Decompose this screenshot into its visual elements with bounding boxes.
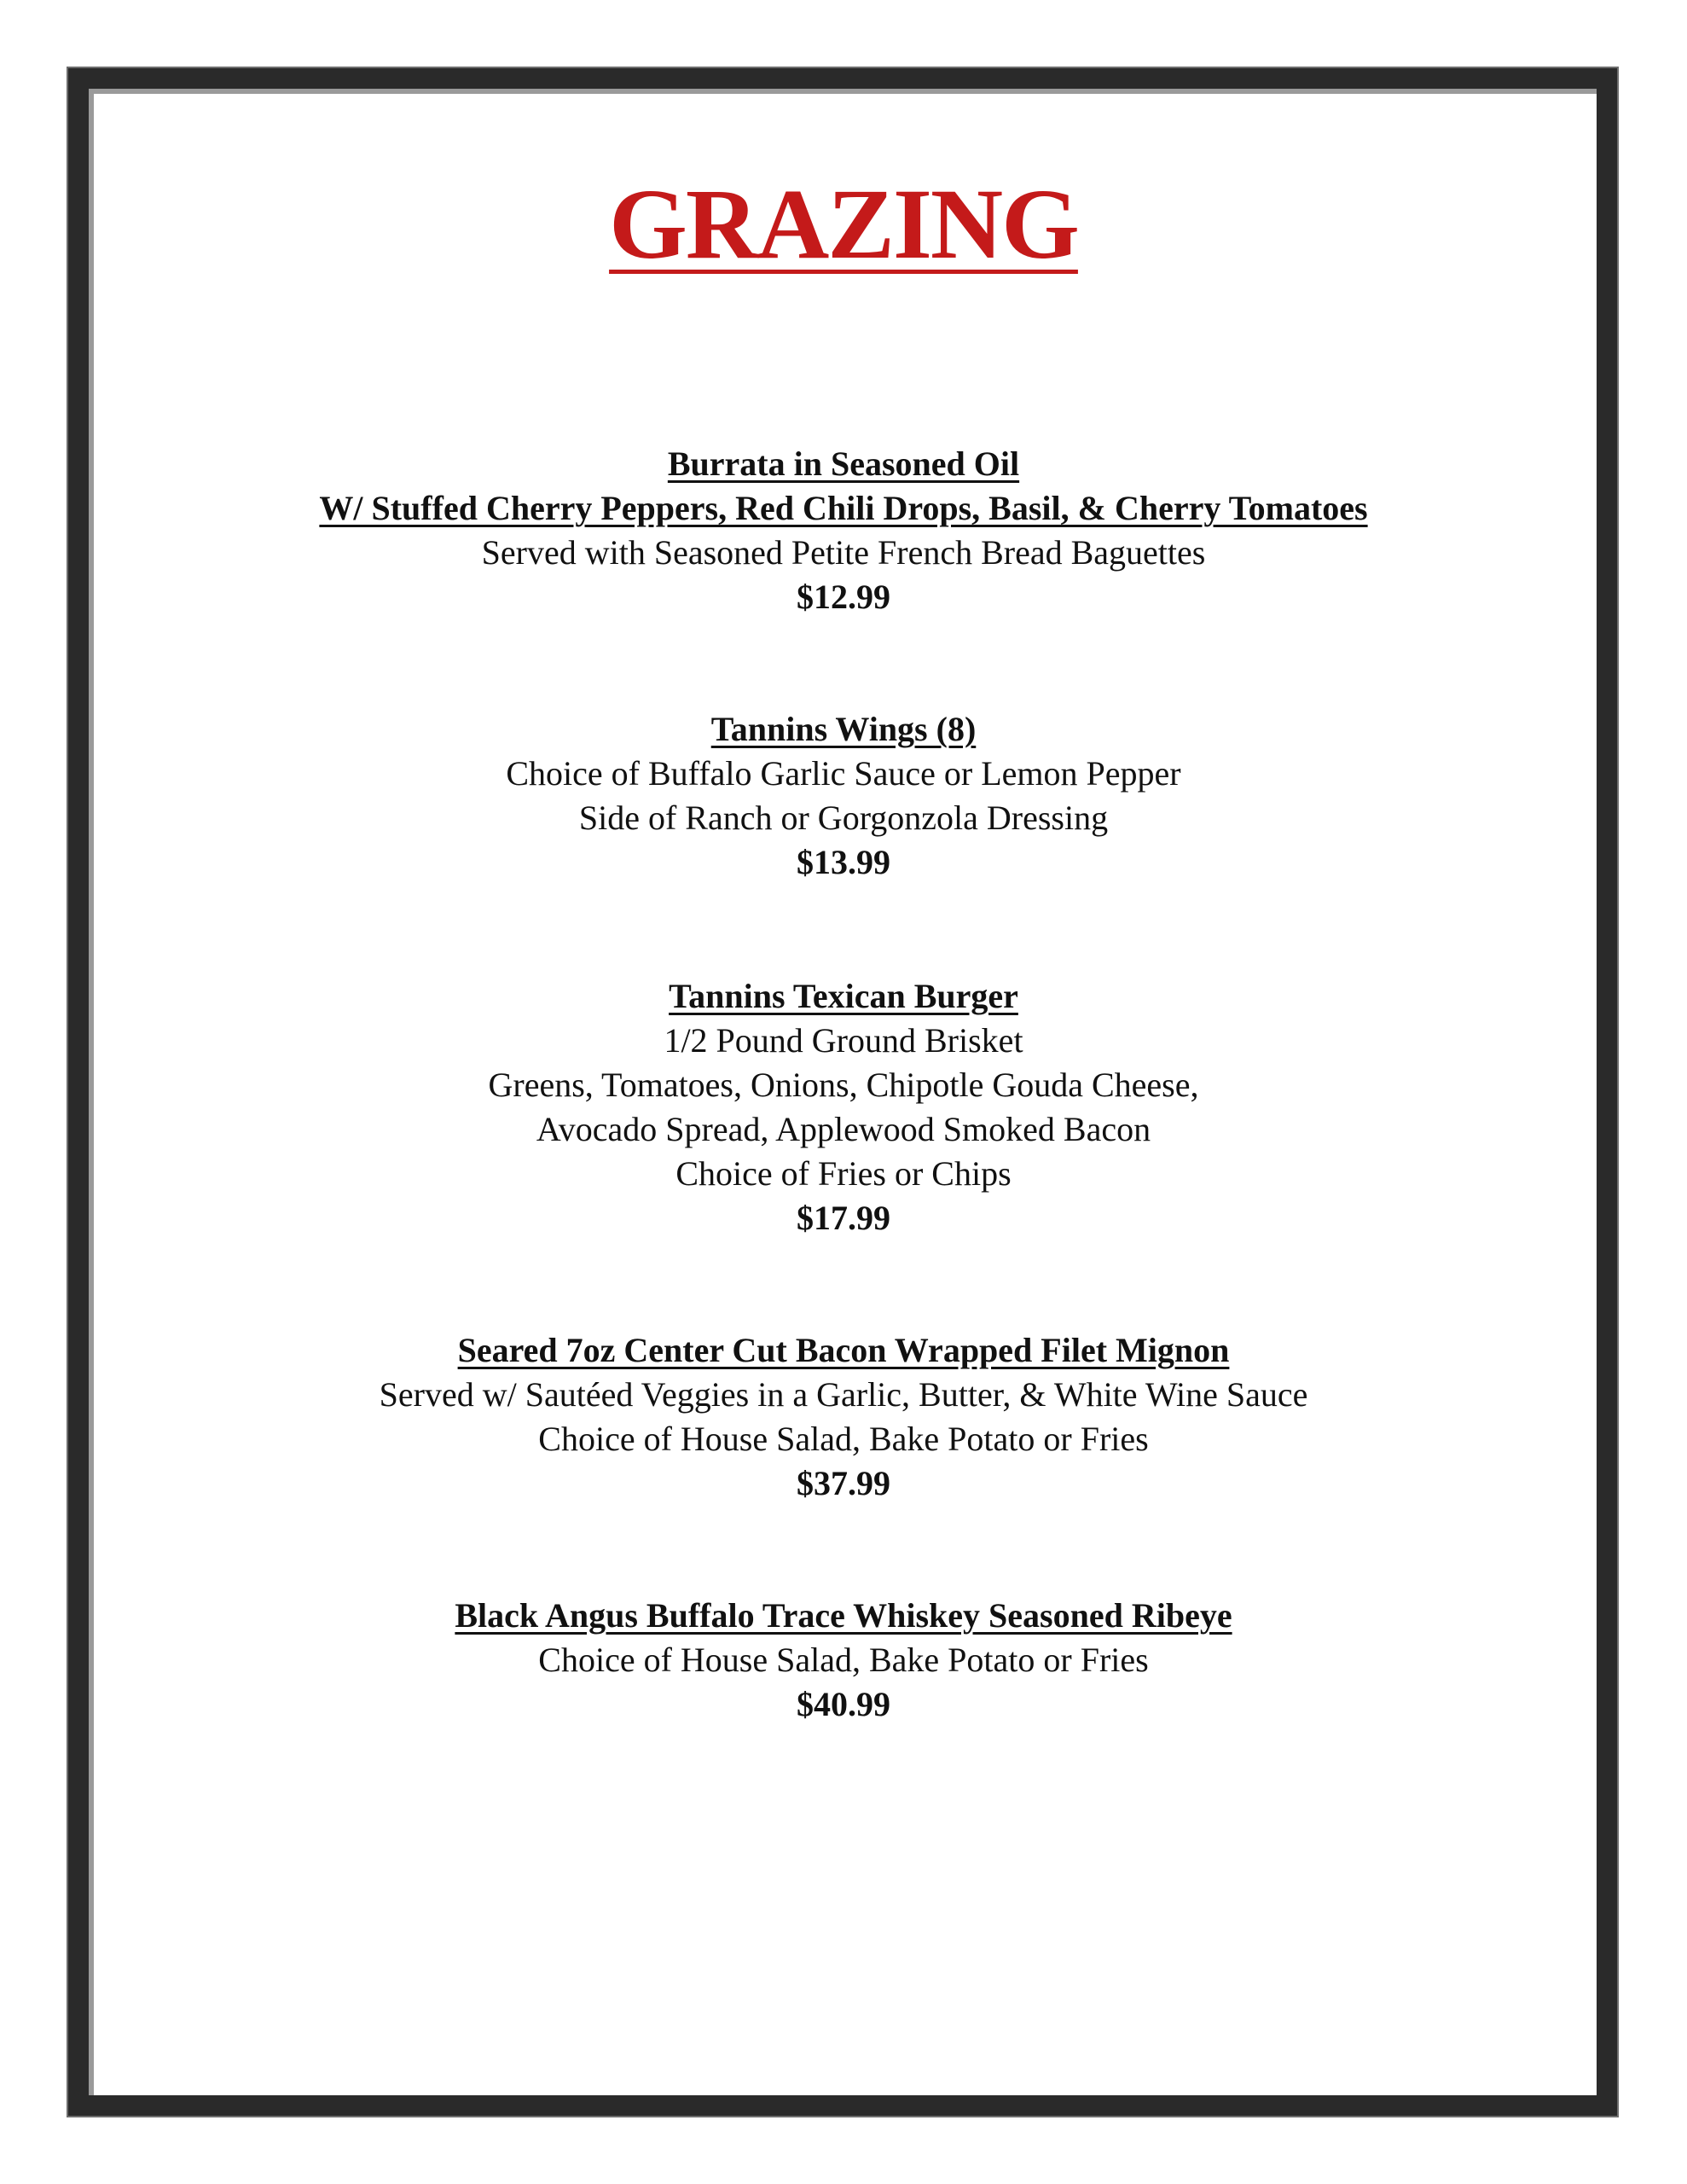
menu-item-name: Burrata in Seasoned Oil [667,444,1020,483]
menu-item-wings [0,707,1687,885]
menu-item-description: Side of Ranch or Gorgonzola Dressing [578,799,1109,837]
menu-title-text: GRAZING [609,168,1078,280]
menu-item-subheading: W/ Stuffed Cherry Peppers, Red Chili Drops, Basil, & Cherry Tomatoes [319,489,1368,527]
menu-item-description: Choice of Fries or Chips [675,1154,1012,1193]
menu-item-description: Avocado Spread, Applewood Smoked Bacon [536,1110,1151,1148]
menu-item-filet-mignon [0,1328,1687,1506]
menu-item-name: Black Angus Buffalo Trace Whiskey Seasoned Ribeye [455,1596,1232,1635]
menu-item-price: $13.99 [797,843,890,881]
menu-item-burrata [0,442,1687,619]
menu-items-list [0,442,1687,1727]
menu-item-burger [0,974,1687,1240]
menu-item-name: Tannins Wings (8) [710,710,977,748]
menu-item-description: Choice of Buffalo Garlic Sauce or Lemon Pepper [506,754,1181,793]
menu-item-price: $17.99 [797,1199,890,1237]
menu-item-name: Tannins Texican Burger [669,977,1018,1015]
menu-title [0,166,1687,282]
menu-item-ribeye [0,1594,1687,1727]
menu-item-price: $40.99 [797,1685,890,1723]
menu-item-description: Served w/ Sautéed Veggies in a Garlic, Butter, & White Wine Sauce [379,1375,1308,1414]
menu-item-description: Choice of House Salad, Bake Potato or Fries [538,1641,1149,1679]
menu-item-name: Seared 7oz Center Cut Bacon Wrapped Filet Mignon [457,1331,1230,1369]
menu-item-description: Choice of House Salad, Bake Potato or Fries [538,1420,1149,1458]
menu-item-description: 1/2 Pound Ground Brisket [664,1021,1023,1060]
menu-item-price: $12.99 [797,578,890,616]
menu-item-description: Served with Seasoned Petite French Bread Baguettes [481,533,1206,572]
menu-item-price: $37.99 [797,1464,890,1502]
menu-item-description: Greens, Tomatoes, Onions, Chipotle Gouda Cheese, [488,1066,1199,1104]
